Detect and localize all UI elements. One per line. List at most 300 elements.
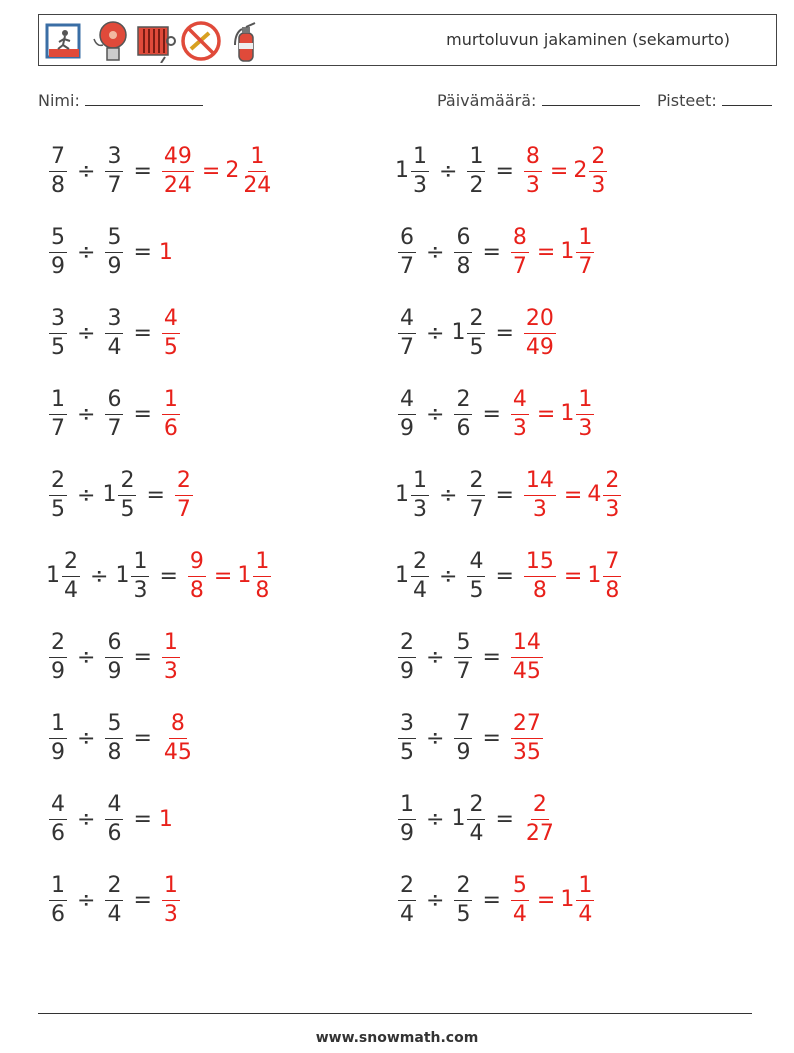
dividend (46, 872, 70, 927)
dividend (46, 710, 70, 765)
denominator: 3 (163, 658, 178, 684)
denominator: 4 (107, 334, 122, 360)
fraction (49, 143, 67, 198)
whole-number: 1 (451, 806, 466, 831)
denominator: 5 (120, 496, 135, 522)
fraction (398, 629, 416, 684)
fraction (454, 872, 472, 927)
problem-15 (46, 707, 197, 769)
name-line[interactable] (85, 91, 203, 106)
numerator: 14 (524, 470, 556, 496)
numerator: 9 (188, 551, 206, 577)
fraction (589, 143, 607, 198)
denominator: 7 (512, 253, 527, 279)
divide-sign: ÷ (426, 239, 445, 265)
answer (159, 629, 183, 684)
equals-sign: = (159, 563, 178, 589)
answer (521, 791, 559, 846)
problem-3 (46, 221, 172, 283)
divisor (451, 386, 475, 441)
numerator: 1 (162, 389, 180, 415)
equals-sign: = (563, 482, 583, 508)
problem-6 (395, 302, 559, 364)
answer-fraction (508, 629, 546, 684)
denominator: 5 (163, 334, 178, 360)
answer (521, 305, 559, 360)
denominator: 3 (605, 496, 620, 522)
numerator: 2 (454, 875, 472, 901)
denominator: 3 (525, 172, 540, 198)
denominator: 9 (107, 253, 122, 279)
numerator: 4 (467, 551, 485, 577)
denominator: 6 (456, 415, 471, 441)
denominator: 7 (176, 496, 191, 522)
answer-fraction (159, 305, 183, 360)
numerator: 1 (576, 875, 594, 901)
answer (508, 710, 546, 765)
numerator: 1 (398, 794, 416, 820)
footer-divider (38, 1013, 752, 1014)
answer (508, 872, 597, 927)
divisor (451, 791, 488, 846)
numerator: 2 (49, 470, 67, 496)
fraction (162, 629, 180, 684)
dividend (395, 548, 432, 603)
equals-sign: = (495, 320, 514, 346)
numerator: 6 (105, 632, 123, 658)
answer-fraction (508, 224, 532, 279)
numerator: 6 (105, 389, 123, 415)
numerator: 8 (169, 713, 187, 739)
footer-url: www.snowmath.com (315, 1030, 479, 1046)
dividend (395, 791, 419, 846)
numerator: 2 (62, 551, 80, 577)
fraction (524, 548, 556, 603)
numerator: 2 (118, 470, 136, 496)
fraction (175, 467, 193, 522)
numerator: 7 (603, 551, 621, 577)
fraction (467, 467, 485, 522)
divisor (115, 548, 152, 603)
denominator: 35 (512, 739, 541, 765)
answer-fraction (508, 872, 532, 927)
fraction (576, 872, 594, 927)
numerator: 1 (49, 713, 67, 739)
problem-20 (395, 869, 597, 931)
denominator: 3 (413, 496, 427, 522)
dividend (395, 467, 432, 522)
problem-13 (46, 626, 183, 688)
equals-sign: = (482, 725, 501, 751)
whole-number: 1 (451, 320, 466, 345)
fraction (62, 548, 80, 603)
fraction (467, 305, 485, 360)
numerator: 4 (398, 308, 416, 334)
whole-number: 1 (115, 563, 130, 588)
equals-sign: = (133, 806, 152, 832)
numerator: 20 (524, 308, 556, 334)
answer-fraction (159, 386, 183, 441)
equals-sign: = (495, 158, 514, 184)
fraction (454, 224, 472, 279)
numerator: 2 (467, 470, 485, 496)
equals-sign: = (482, 887, 501, 913)
answer-fraction (521, 791, 559, 846)
answer-fraction (159, 143, 197, 198)
equals-sign: = (213, 563, 233, 589)
problem-4 (395, 221, 597, 283)
divisor (451, 629, 475, 684)
numerator: 5 (105, 713, 123, 739)
problem-19 (46, 869, 183, 931)
divide-sign: ÷ (439, 563, 458, 589)
answer-fraction (521, 548, 559, 603)
dividend (46, 791, 70, 846)
problem-8 (395, 383, 597, 445)
fraction (162, 710, 194, 765)
denominator: 49 (525, 334, 554, 360)
denominator: 3 (578, 415, 593, 441)
numerator: 2 (411, 551, 429, 577)
problem-14 (395, 626, 546, 688)
numerator: 4 (162, 308, 180, 334)
numerator: 5 (454, 632, 472, 658)
whole-number: 1 (158, 806, 173, 832)
divisor (102, 143, 126, 198)
divisor (102, 467, 139, 522)
problem-5 (46, 302, 183, 364)
answer (159, 240, 172, 265)
numerator: 2 (49, 632, 67, 658)
fraction (105, 143, 123, 198)
denominator: 9 (456, 739, 471, 765)
fraction (398, 710, 416, 765)
fraction (511, 710, 543, 765)
alarm-bell-icon (89, 19, 131, 63)
denominator: 4 (413, 577, 427, 603)
fraction (511, 224, 529, 279)
numerator: 2 (467, 308, 485, 334)
divide-sign: ÷ (77, 887, 96, 913)
answer-mixed (573, 143, 610, 198)
numerator: 6 (454, 227, 472, 253)
date-field (437, 91, 640, 110)
numerator: 3 (105, 308, 123, 334)
divisor (102, 629, 126, 684)
denominator: 3 (163, 901, 178, 927)
divide-sign: ÷ (439, 482, 458, 508)
answer-fraction (172, 467, 196, 522)
equals-sign: = (495, 563, 514, 589)
whole-number: 4 (587, 482, 602, 507)
fraction (398, 872, 416, 927)
denominator: 3 (591, 172, 606, 198)
dividend (395, 386, 419, 441)
numerator: 1 (162, 632, 180, 658)
equals-sign: = (495, 482, 514, 508)
problem-1 (46, 140, 276, 202)
date-line[interactable] (542, 91, 640, 106)
answer (159, 305, 183, 360)
numerator: 49 (162, 146, 194, 172)
denominator: 24 (163, 172, 192, 198)
fraction (105, 386, 123, 441)
name-label: Nimi: (38, 91, 80, 110)
denominator: 3 (532, 496, 547, 522)
divisor (451, 224, 475, 279)
denominator: 9 (51, 658, 65, 684)
problem-10 (395, 464, 624, 526)
equals-sign: = (146, 482, 165, 508)
answer-mixed (587, 548, 624, 603)
whole-number: 1 (560, 239, 575, 264)
equals-sign: = (133, 887, 152, 913)
date-label: Päivämäärä: (437, 91, 537, 110)
whole-number: 1 (560, 887, 575, 912)
denominator: 8 (456, 253, 471, 279)
answer-mixed (225, 143, 276, 198)
answer (521, 467, 624, 522)
problem-2 (395, 140, 610, 202)
fraction (603, 467, 621, 522)
score-line[interactable] (722, 91, 772, 106)
fraction (49, 467, 67, 522)
fraction (467, 548, 485, 603)
divide-sign: ÷ (426, 320, 445, 346)
numerator: 5 (105, 227, 123, 253)
dividend (46, 143, 70, 198)
denominator: 6 (163, 415, 178, 441)
numerator: 2 (603, 470, 621, 496)
numerator: 2 (454, 389, 472, 415)
fraction (162, 305, 180, 360)
numerator: 7 (454, 713, 472, 739)
divide-sign: ÷ (426, 644, 445, 670)
fraction (524, 305, 556, 360)
whole-number: 1 (587, 563, 602, 588)
divisor (102, 224, 126, 279)
numerator: 2 (175, 470, 193, 496)
divisor (451, 710, 475, 765)
answer (159, 386, 183, 441)
answer-fraction (159, 240, 172, 265)
numerator: 1 (467, 146, 485, 172)
dividend (395, 224, 419, 279)
divisor (102, 791, 126, 846)
problem-9 (46, 464, 196, 526)
denominator: 9 (51, 253, 65, 279)
dividend (395, 872, 419, 927)
fraction (118, 467, 136, 522)
equals-sign: = (133, 158, 152, 184)
equals-sign: = (133, 239, 152, 265)
problem-7 (46, 383, 183, 445)
equals-sign: = (201, 158, 221, 184)
denominator: 9 (400, 415, 414, 441)
whole-number: 1 (158, 239, 173, 265)
numerator: 1 (49, 389, 67, 415)
denominator: 6 (51, 901, 65, 927)
answer-fraction (508, 386, 532, 441)
fraction (49, 710, 67, 765)
divide-sign: ÷ (77, 806, 96, 832)
denominator: 3 (413, 172, 427, 198)
fraction (454, 629, 472, 684)
divide-sign: ÷ (77, 239, 96, 265)
fraction (241, 143, 273, 198)
divisor (464, 143, 488, 198)
denominator: 7 (107, 415, 122, 441)
equals-sign: = (495, 806, 514, 832)
whole-number: 1 (395, 563, 409, 588)
score-field (657, 91, 772, 110)
fraction (511, 872, 529, 927)
equals-sign: = (133, 725, 152, 751)
divide-sign: ÷ (77, 482, 96, 508)
whole-number: 2 (573, 158, 588, 183)
numerator: 1 (162, 875, 180, 901)
fraction (411, 548, 429, 603)
denominator: 8 (107, 739, 122, 765)
whole-number: 2 (225, 158, 240, 183)
numerator: 8 (524, 146, 542, 172)
fraction (454, 710, 472, 765)
numerator: 2 (398, 632, 416, 658)
answer (508, 224, 597, 279)
fraction (162, 143, 194, 198)
fire-extinguisher-icon (225, 19, 267, 63)
fraction (49, 872, 67, 927)
numerator: 1 (248, 146, 266, 172)
answer-fraction (521, 143, 545, 198)
whole-number: 1 (395, 158, 409, 183)
divisor (451, 872, 475, 927)
problem-11 (46, 545, 274, 607)
fraction (511, 629, 543, 684)
denominator: 9 (400, 820, 414, 846)
denominator: 5 (469, 577, 484, 603)
denominator: 9 (400, 658, 414, 684)
dividend (395, 629, 419, 684)
denominator: 7 (51, 415, 65, 441)
worksheet-header (38, 14, 777, 66)
divisor (464, 467, 488, 522)
answer (159, 872, 183, 927)
divide-sign: ÷ (90, 563, 109, 589)
equals-sign: = (536, 239, 556, 265)
dividend (46, 467, 70, 522)
whole-number: 1 (102, 482, 117, 507)
denominator: 8 (532, 577, 547, 603)
fraction (411, 467, 429, 522)
dividend (46, 224, 70, 279)
divide-sign: ÷ (77, 401, 96, 427)
dividend (46, 548, 83, 603)
fraction (49, 791, 67, 846)
answer-fraction (185, 548, 209, 603)
numerator: 2 (467, 794, 485, 820)
dividend (395, 143, 432, 198)
fraction (188, 548, 206, 603)
answer-fraction (159, 710, 197, 765)
fraction (131, 548, 149, 603)
equals-sign: = (482, 401, 501, 427)
divisor (451, 305, 488, 360)
problem-18 (395, 788, 559, 850)
fraction (398, 305, 416, 360)
denominator: 7 (469, 496, 484, 522)
divide-sign: ÷ (439, 158, 458, 184)
numerator: 4 (398, 389, 416, 415)
numerator: 15 (524, 551, 556, 577)
numerator: 14 (511, 632, 543, 658)
fraction (162, 872, 180, 927)
equals-sign: = (133, 644, 152, 670)
fire-hose-reel-icon (135, 19, 177, 63)
numerator: 2 (105, 875, 123, 901)
numerator: 1 (131, 551, 149, 577)
fraction (49, 305, 67, 360)
answer (159, 710, 197, 765)
divisor (102, 305, 126, 360)
fraction (524, 143, 542, 198)
divisor (102, 386, 126, 441)
denominator: 4 (512, 901, 527, 927)
worksheet-title: murtoluvun jakaminen (sekamurto) (446, 30, 730, 49)
equals-sign: = (536, 401, 556, 427)
whole-number: 1 (46, 563, 60, 588)
numerator: 8 (511, 227, 529, 253)
denominator: 5 (51, 496, 65, 522)
answer (185, 548, 274, 603)
whole-number: 1 (237, 563, 252, 588)
denominator: 5 (51, 334, 65, 360)
problem-12 (395, 545, 624, 607)
denominator: 6 (107, 820, 122, 846)
numerator: 7 (49, 146, 67, 172)
numerator: 4 (511, 389, 529, 415)
answer-mixed (587, 467, 624, 522)
fraction (162, 386, 180, 441)
denominator: 4 (469, 820, 484, 846)
answer-fraction (159, 629, 183, 684)
fraction (524, 791, 556, 846)
denominator: 2 (469, 172, 484, 198)
denominator: 4 (400, 901, 414, 927)
name-field (38, 91, 203, 110)
dividend (46, 305, 70, 360)
fraction (49, 629, 67, 684)
denominator: 8 (255, 577, 270, 603)
numerator: 2 (589, 146, 607, 172)
fraction (467, 791, 485, 846)
equals-sign: = (563, 563, 583, 589)
answer (521, 143, 610, 198)
dividend (395, 305, 419, 360)
answer-fraction (521, 305, 559, 360)
answer (172, 467, 196, 522)
equals-sign: = (549, 158, 569, 184)
fraction (105, 305, 123, 360)
numerator: 1 (411, 146, 429, 172)
dividend (395, 710, 419, 765)
answer-mixed (560, 224, 597, 279)
denominator: 6 (51, 820, 65, 846)
denominator: 4 (107, 901, 122, 927)
fraction (398, 224, 416, 279)
fraction (411, 143, 429, 198)
fraction (603, 548, 621, 603)
